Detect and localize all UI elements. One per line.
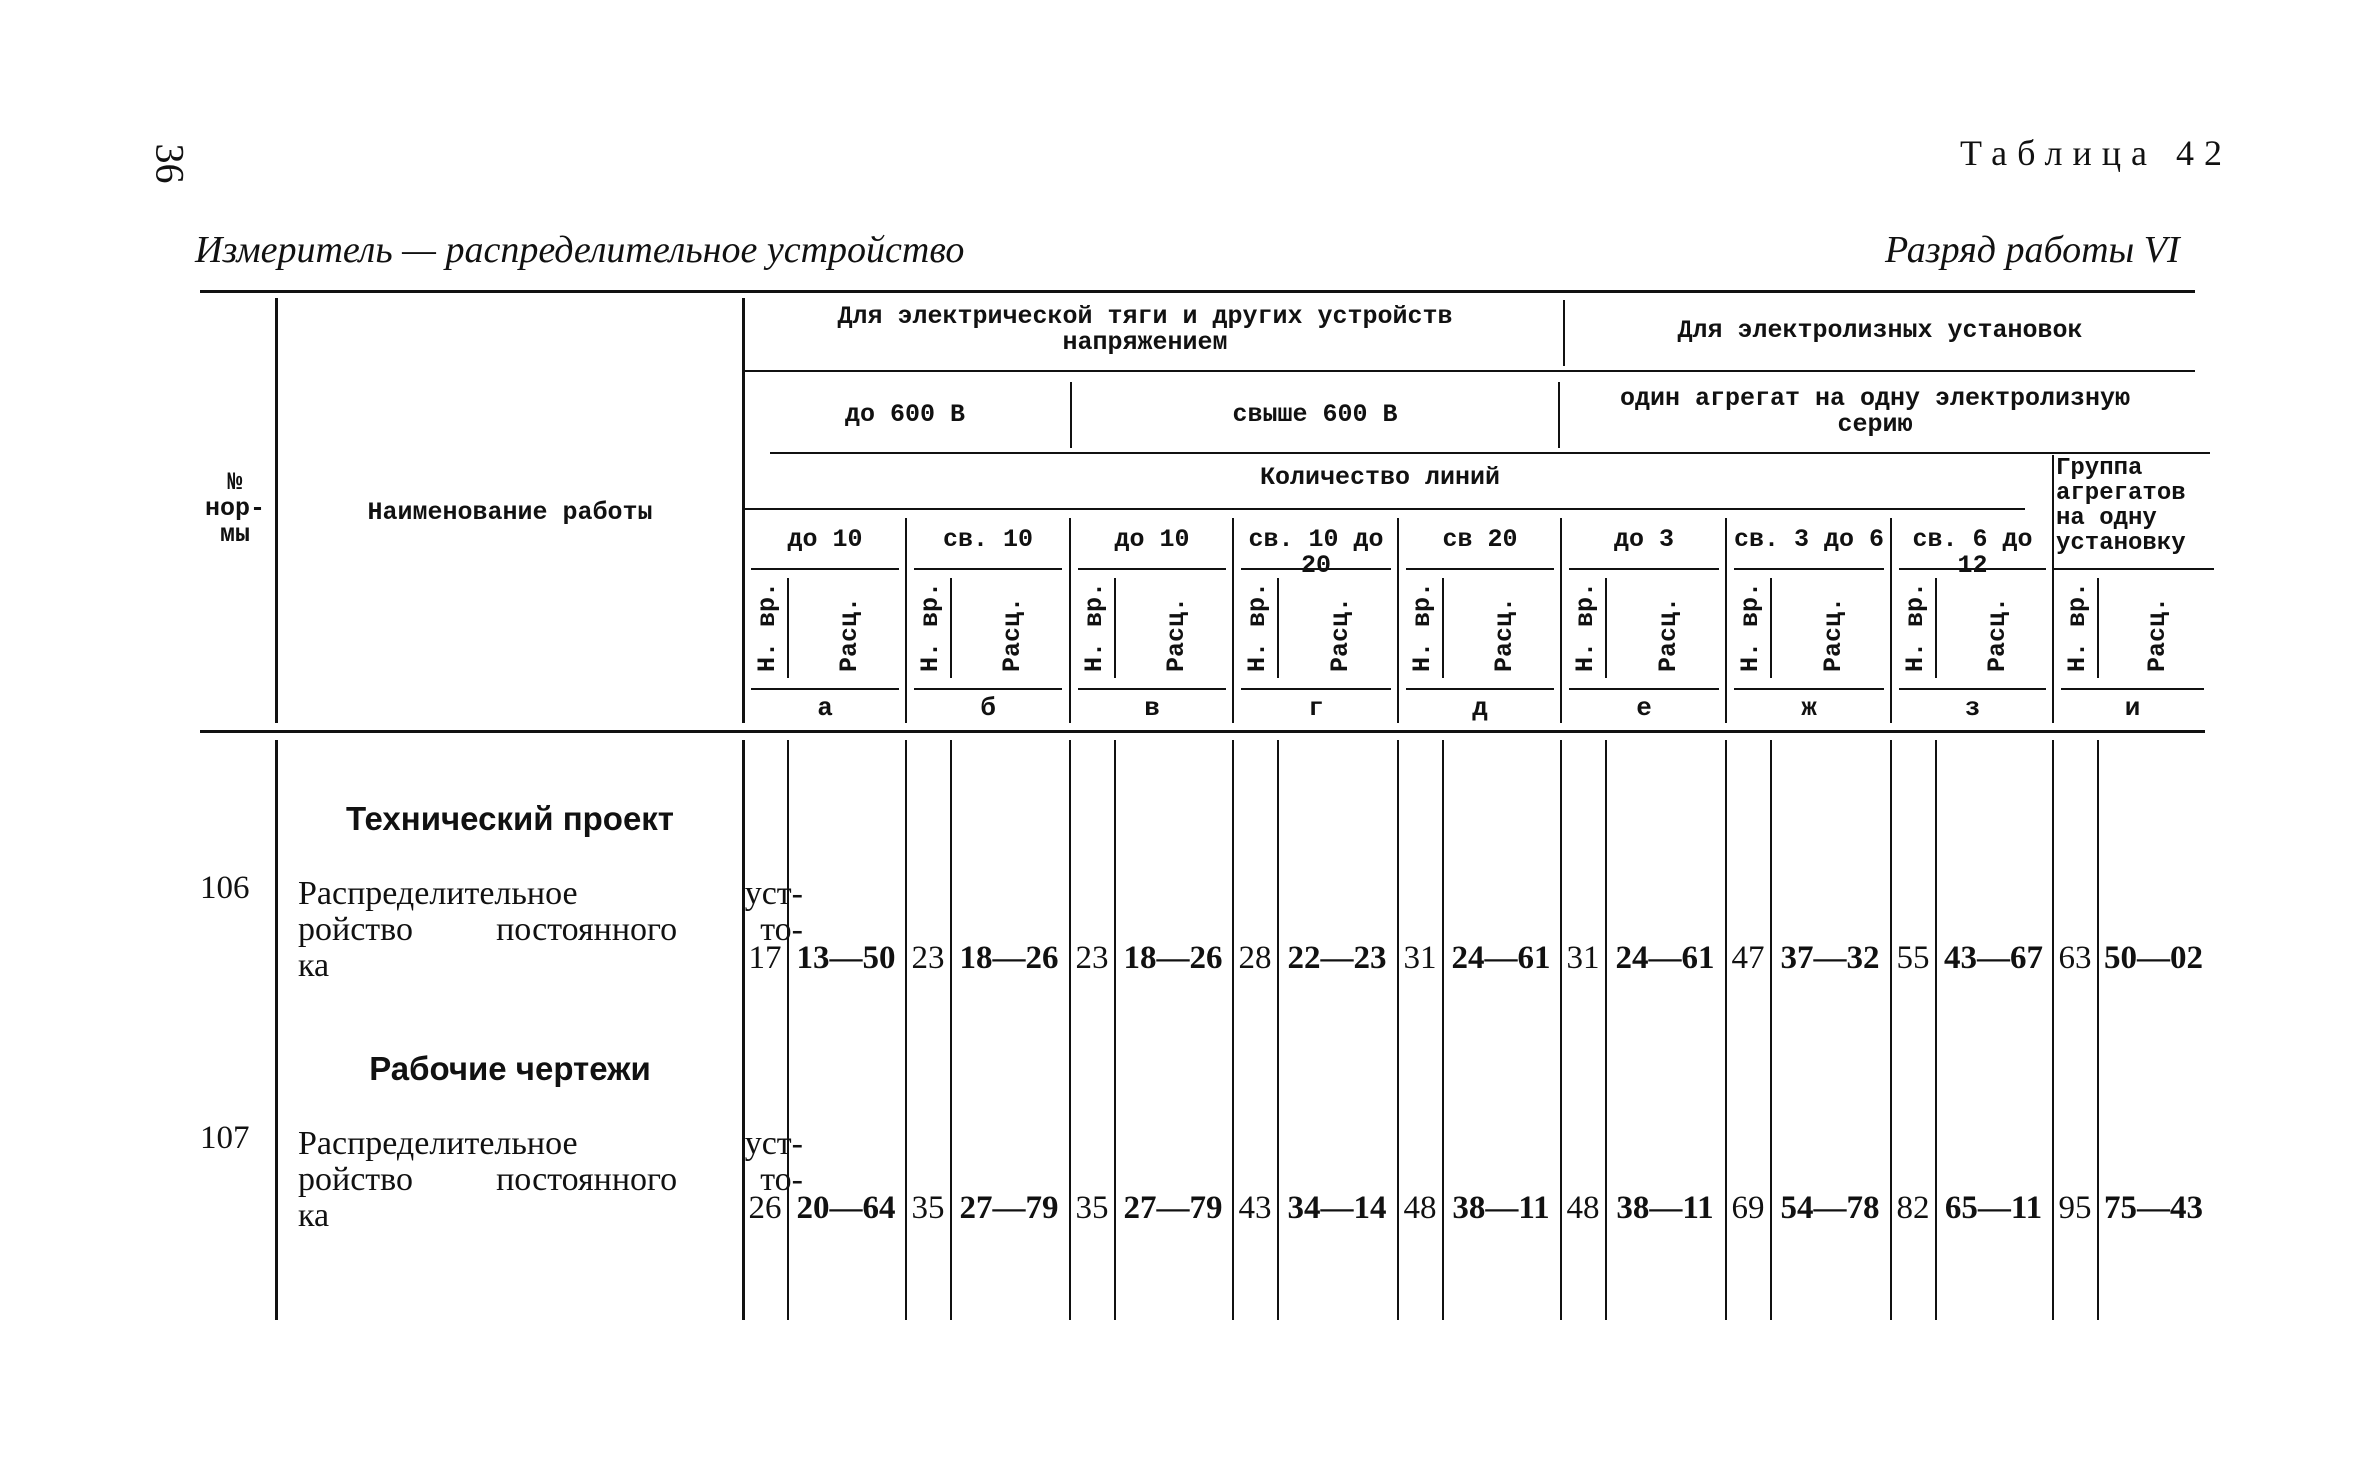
rasc-cell: 18—26 (1123, 940, 1223, 976)
column-letter-5: е (1636, 693, 1652, 723)
nvr-cell: 35 (1075, 1190, 1109, 1226)
rasc-header-1: Расц. (998, 596, 1027, 672)
nvr-header-6: Н. вр. (1736, 581, 1765, 672)
subcol-divider (1114, 578, 1116, 678)
section-title: Рабочие чертежи (369, 1050, 651, 1087)
work-name-line (298, 1162, 803, 1198)
nvr-cell: 31 (1566, 940, 1600, 976)
range-underline (1406, 568, 1554, 570)
nvr-cell: 31 (1403, 940, 1437, 976)
letter-overline (1406, 688, 1554, 690)
body-subcol-divider (1277, 740, 1279, 1320)
letter-overline (914, 688, 1062, 690)
page-number: 36 (147, 143, 193, 184)
work-name-word: ройство (298, 911, 413, 948)
work-name (298, 876, 803, 984)
header-norm-number: № нор- мы (204, 468, 265, 549)
body-col-divider (1397, 740, 1399, 1320)
nvr-header-3: Н. вр. (1243, 581, 1272, 672)
work-name-word: уст- (744, 1125, 803, 1162)
letter-overline (1078, 688, 1226, 690)
nvr-cell: 48 (1566, 1190, 1600, 1226)
nvr-cell: 82 (1896, 1190, 1930, 1226)
grade-caption: Разряд работы VI (1885, 229, 2180, 271)
header-one-unit: один агрегат на одну электролизную серию (1619, 384, 2131, 439)
nvr-cell: 63 (2058, 940, 2092, 976)
column-letter-8: и (2124, 693, 2141, 723)
rasc-cell: 24—61 (1451, 940, 1551, 976)
range-label-3: св. 10 до 20 (1248, 525, 1384, 580)
range-underline (1078, 568, 1226, 570)
nvr-cell: 17 (748, 940, 782, 976)
range-divider (1890, 518, 1892, 723)
subcol-divider (1770, 578, 1772, 678)
nvr-cell: 23 (1075, 940, 1109, 976)
body-subcol-divider (1770, 740, 1772, 1320)
section-title: Технический проект (346, 800, 674, 837)
table-title: Таблица 42 (1960, 133, 2232, 173)
rasc-header-8: Расц. (2142, 596, 2172, 672)
range-underline (751, 568, 899, 570)
body-col-divider (1725, 740, 1727, 1320)
nvr-cell: 47 (1731, 940, 1765, 976)
work-name-word: Распределительное (298, 1125, 578, 1162)
work-name-word: то- (760, 911, 803, 948)
header-over-600: свыше 600 В (1232, 400, 1398, 429)
rasc-cell: 54—78 (1780, 1190, 1880, 1226)
column-letter-3: г (1308, 693, 1324, 723)
nvr-cell: 26 (748, 1190, 782, 1226)
nvr-cell: 69 (1731, 1190, 1765, 1226)
column-letter-4: д (1472, 693, 1488, 723)
rasc-header-2: Расц. (1162, 596, 1191, 672)
nvr-cell: 23 (911, 940, 945, 976)
range-label-1: св. 10 (942, 525, 1033, 554)
range-divider (905, 518, 907, 723)
subcol-divider (1442, 578, 1444, 678)
range-divider (1560, 518, 1562, 723)
work-name-word: постоянного (496, 1161, 678, 1198)
range-underline (1899, 568, 2046, 570)
nvr-header-7: Н. вр. (1901, 581, 1930, 672)
nvr-header-4: Н. вр. (1408, 581, 1437, 672)
range-label-5: до 3 (1613, 525, 1674, 554)
range-underline (1734, 568, 1884, 570)
rasc-header-6: Расц. (1819, 596, 1848, 672)
letter-overline (751, 688, 899, 690)
subcol-divider (1277, 578, 1279, 678)
column-letter-0: а (817, 693, 833, 723)
range-underline (914, 568, 1062, 570)
rasc-cell: 65—11 (1944, 1190, 2043, 1226)
letter-overline (1569, 688, 1719, 690)
column-letter-1: б (980, 693, 996, 723)
nvr-cell: 28 (1238, 940, 1272, 976)
work-name-line (298, 912, 803, 948)
range-label-0: до 10 (787, 525, 863, 554)
subcol-divider (1605, 578, 1607, 678)
range-divider (2052, 693, 2054, 723)
subcol-divider (787, 578, 789, 678)
work-name-word: то- (760, 1161, 803, 1198)
rasc-cell: 34—14 (1287, 1190, 1387, 1226)
rasc-cell: 18—26 (959, 940, 1059, 976)
nvr-header-2: Н. вр. (1080, 581, 1109, 672)
body-subcol-divider (1114, 740, 1116, 1320)
letter-overline (1899, 688, 2046, 690)
nvr-cell: 95 (2058, 1190, 2092, 1226)
work-name (298, 1126, 803, 1234)
body-col-divider (1560, 740, 1562, 1320)
work-name-word: постоянного (496, 911, 678, 948)
nvr-cell: 43 (1238, 1190, 1272, 1226)
nvr-header-1: Н. вр. (916, 581, 945, 672)
norm-number: 107 (200, 1120, 250, 1156)
nvr-cell: 55 (1896, 940, 1930, 976)
rasc-cell: 38—11 (1616, 1190, 1714, 1226)
nvr-cell: 48 (1403, 1190, 1437, 1226)
range-underline (1241, 568, 1391, 570)
range-divider (1397, 518, 1399, 723)
work-name-line (298, 876, 803, 912)
body-col-divider (2052, 740, 2054, 1320)
header-upto-600: до 600 В (844, 400, 966, 429)
body-subcol-divider (2097, 740, 2099, 1320)
rasc-header-7: Расц. (1982, 596, 2012, 672)
rasc-cell: 43—67 (1944, 940, 2043, 976)
subcol-divider (1935, 578, 1937, 678)
body-col-divider (1069, 740, 1071, 1320)
subcol-divider (950, 578, 952, 678)
nvr-header-0: Н. вр. (753, 581, 782, 672)
body-col-divider (1232, 740, 1234, 1320)
range-divider (1725, 518, 1727, 723)
letter-overline (1241, 688, 1391, 690)
subcol-divider (2097, 578, 2099, 678)
rasc-header-0: Расц. (835, 596, 864, 672)
body-col-divider (905, 740, 907, 1320)
rasc-header-4: Расц. (1490, 596, 1519, 672)
rasc-cell: 22—23 (1287, 940, 1387, 976)
rasc-cell: 13—50 (796, 940, 896, 976)
rasc-cell: 75—43 (2104, 1190, 2203, 1226)
header-traction-group: Для электрической тяги и других устройств напряжением (837, 302, 1453, 357)
nvr-header-5: Н. вр. (1571, 581, 1600, 672)
body-col-divider (1890, 740, 1892, 1320)
range-label-6: св. 3 до 6 (1733, 525, 1885, 554)
measure-caption: Измеритель — распределительное устройство (195, 229, 965, 271)
rasc-header-3: Расц. (1326, 596, 1355, 672)
range-label-2: до 10 (1114, 525, 1190, 554)
header-unit-group: Группа агрегатов на одну установку (2056, 455, 2186, 557)
work-name-line: ка (298, 947, 330, 984)
letter-overline (2061, 688, 2204, 690)
rasc-cell: 20—64 (796, 1190, 896, 1226)
work-name-word: уст- (744, 875, 803, 912)
work-name-line: ка (298, 1197, 330, 1234)
rasc-cell: 50—02 (2104, 940, 2203, 976)
work-name-word: ройство (298, 1161, 413, 1198)
range-divider (1069, 518, 1071, 723)
rasc-header-5: Расц. (1654, 596, 1683, 672)
column-letter-7: з (1964, 693, 1981, 723)
letter-overline (1734, 688, 1884, 690)
nvr-header-8: Н. вр. (2063, 581, 2092, 672)
range-underline (1569, 568, 1719, 570)
range-divider (1232, 518, 1234, 723)
rasc-cell: 37—32 (1780, 940, 1880, 976)
rasc-cell: 38—11 (1452, 1190, 1550, 1226)
rasc-cell: 27—79 (1123, 1190, 1223, 1226)
body-subcol-divider (1935, 740, 1937, 1320)
header-electrolysis-group: Для электролизных установок (1677, 316, 2083, 345)
rasc-cell: 27—79 (959, 1190, 1059, 1226)
header-lines-count: Количество линий (1259, 463, 1501, 492)
column-letter-2: в (1144, 693, 1160, 723)
header-work-name: Наименование работы (367, 498, 653, 527)
body-subcol-divider (950, 740, 952, 1320)
work-name-word: Распределительное (298, 875, 578, 912)
work-name-line (298, 1126, 803, 1162)
body-subcol-divider (1442, 740, 1444, 1320)
norm-number: 106 (200, 870, 250, 906)
nvr-cell: 35 (911, 1190, 945, 1226)
range-label-4: св 20 (1442, 525, 1518, 554)
body-subcol-divider (1605, 740, 1607, 1320)
column-letter-6: ж (1801, 693, 1817, 723)
range-label-7: св. 6 до 12 (1912, 525, 2033, 580)
rasc-cell: 24—61 (1615, 940, 1715, 976)
